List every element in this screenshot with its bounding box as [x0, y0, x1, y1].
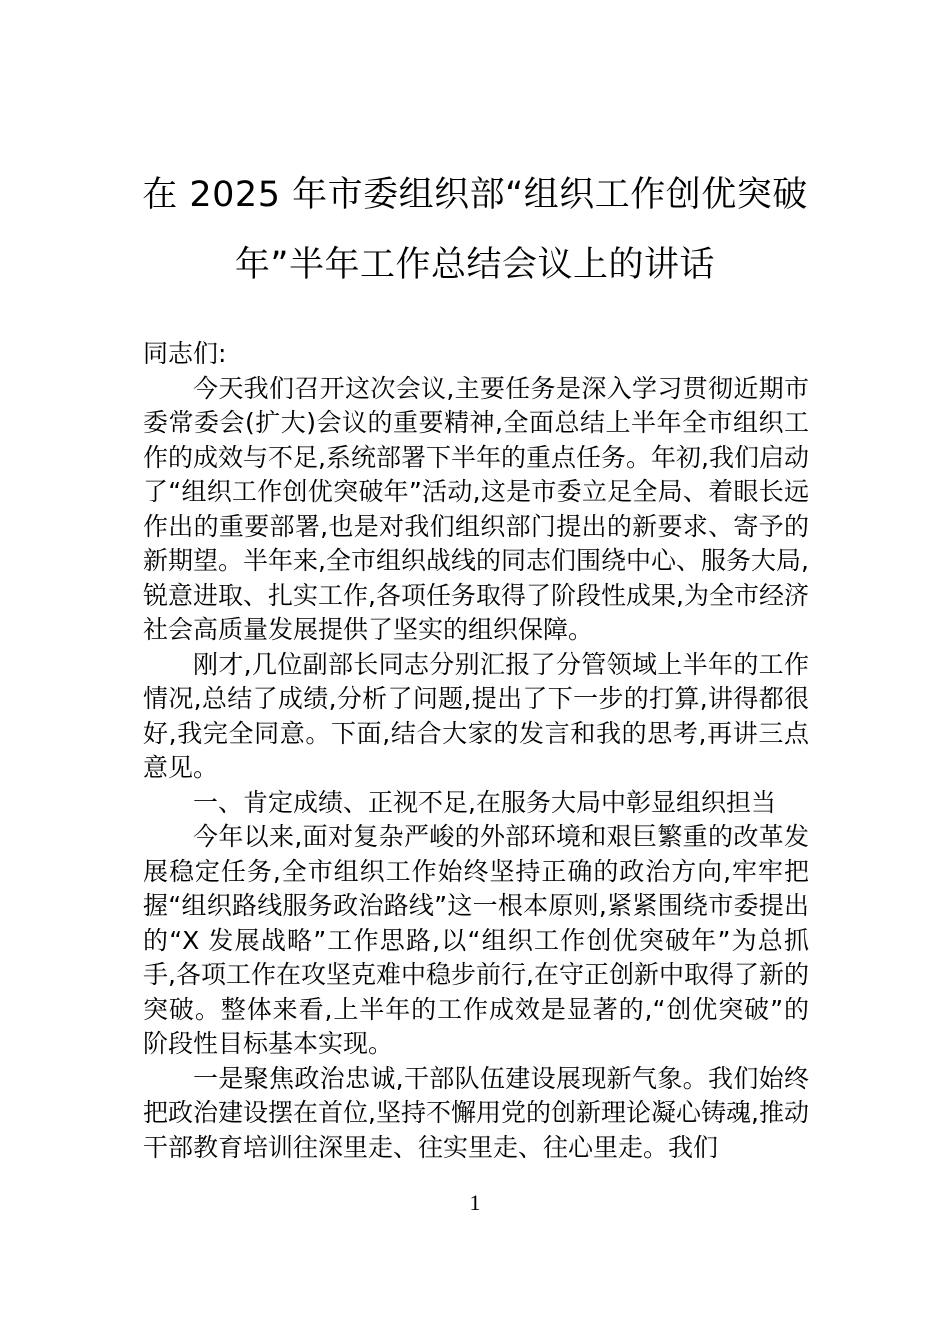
paragraph-transition: 刚才,几位副部长同志分别汇报了分管领域上半年的工作情况,总结了成绩,分析了问题,提出了下一步的打算,讲得都很好,我完全同意。下面,结合大家的发言和我的思考,再讲三点意见。 — [143, 649, 809, 782]
paragraph-opening: 今天我们召开这次会议,主要任务是深入学习贯彻近期市委常委会(扩大)会议的重要精神,全面总结上半年全市组织工作的成效与不足,系统部署下半年的重点任务。年初,我们启动了“组织工作创优突破年”活动,这是市委立足全局、着眼长远作出的重要部署,也是对我们组织部门提出的新要求、寄予的新期望。半年来,全市组织战线的同志们围绕中心、服务大局,锐意进取、扎实工作,各项任务取得了阶段性成果,为全市经济社会高质量发展提供了坚实的组织保障。 — [143, 373, 809, 644]
document-body — [143, 337, 809, 1165]
paragraph-point-1: 一是聚焦政治忠诚,干部队伍建设展现新气象。我们始终把政治建设摆在首位,坚持不懈用党的创新理论凝心铸魂,推动干部教育培训往深里走、往实里走、往心里走。我们 — [143, 1063, 809, 1162]
section-heading-1: 一、肯定成绩、正视不足,在服务大局中彰显组织担当 — [193, 787, 776, 817]
document-title-line-2: 年”半年工作总结会议上的讲话 — [234, 245, 716, 285]
document-title-line-1: 在 2025 年市委组织部“组织工作创优突破 — [142, 175, 808, 215]
salutation: 同志们: — [143, 339, 227, 368]
paragraph-section-1-intro: 今年以来,面对复杂严峻的外部环境和艰巨繁重的改革发展稳定任务,全市组织工作始终坚持正确的政治方向,牢牢把握“组织路线服务政治路线”这一根本原则,紧紧围绕市委提出的“X 发展战略”工作思路,以“组织工作创优突破年”为总抓手,各项工作在攻坚克难中稳步前行,在守正创新中取得了新的突破。整体来看,上半年的工作成效是显著的,“创优突破”的阶段性目标基本实现。 — [143, 822, 809, 1058]
page-number: 1 — [469, 1190, 481, 1215]
